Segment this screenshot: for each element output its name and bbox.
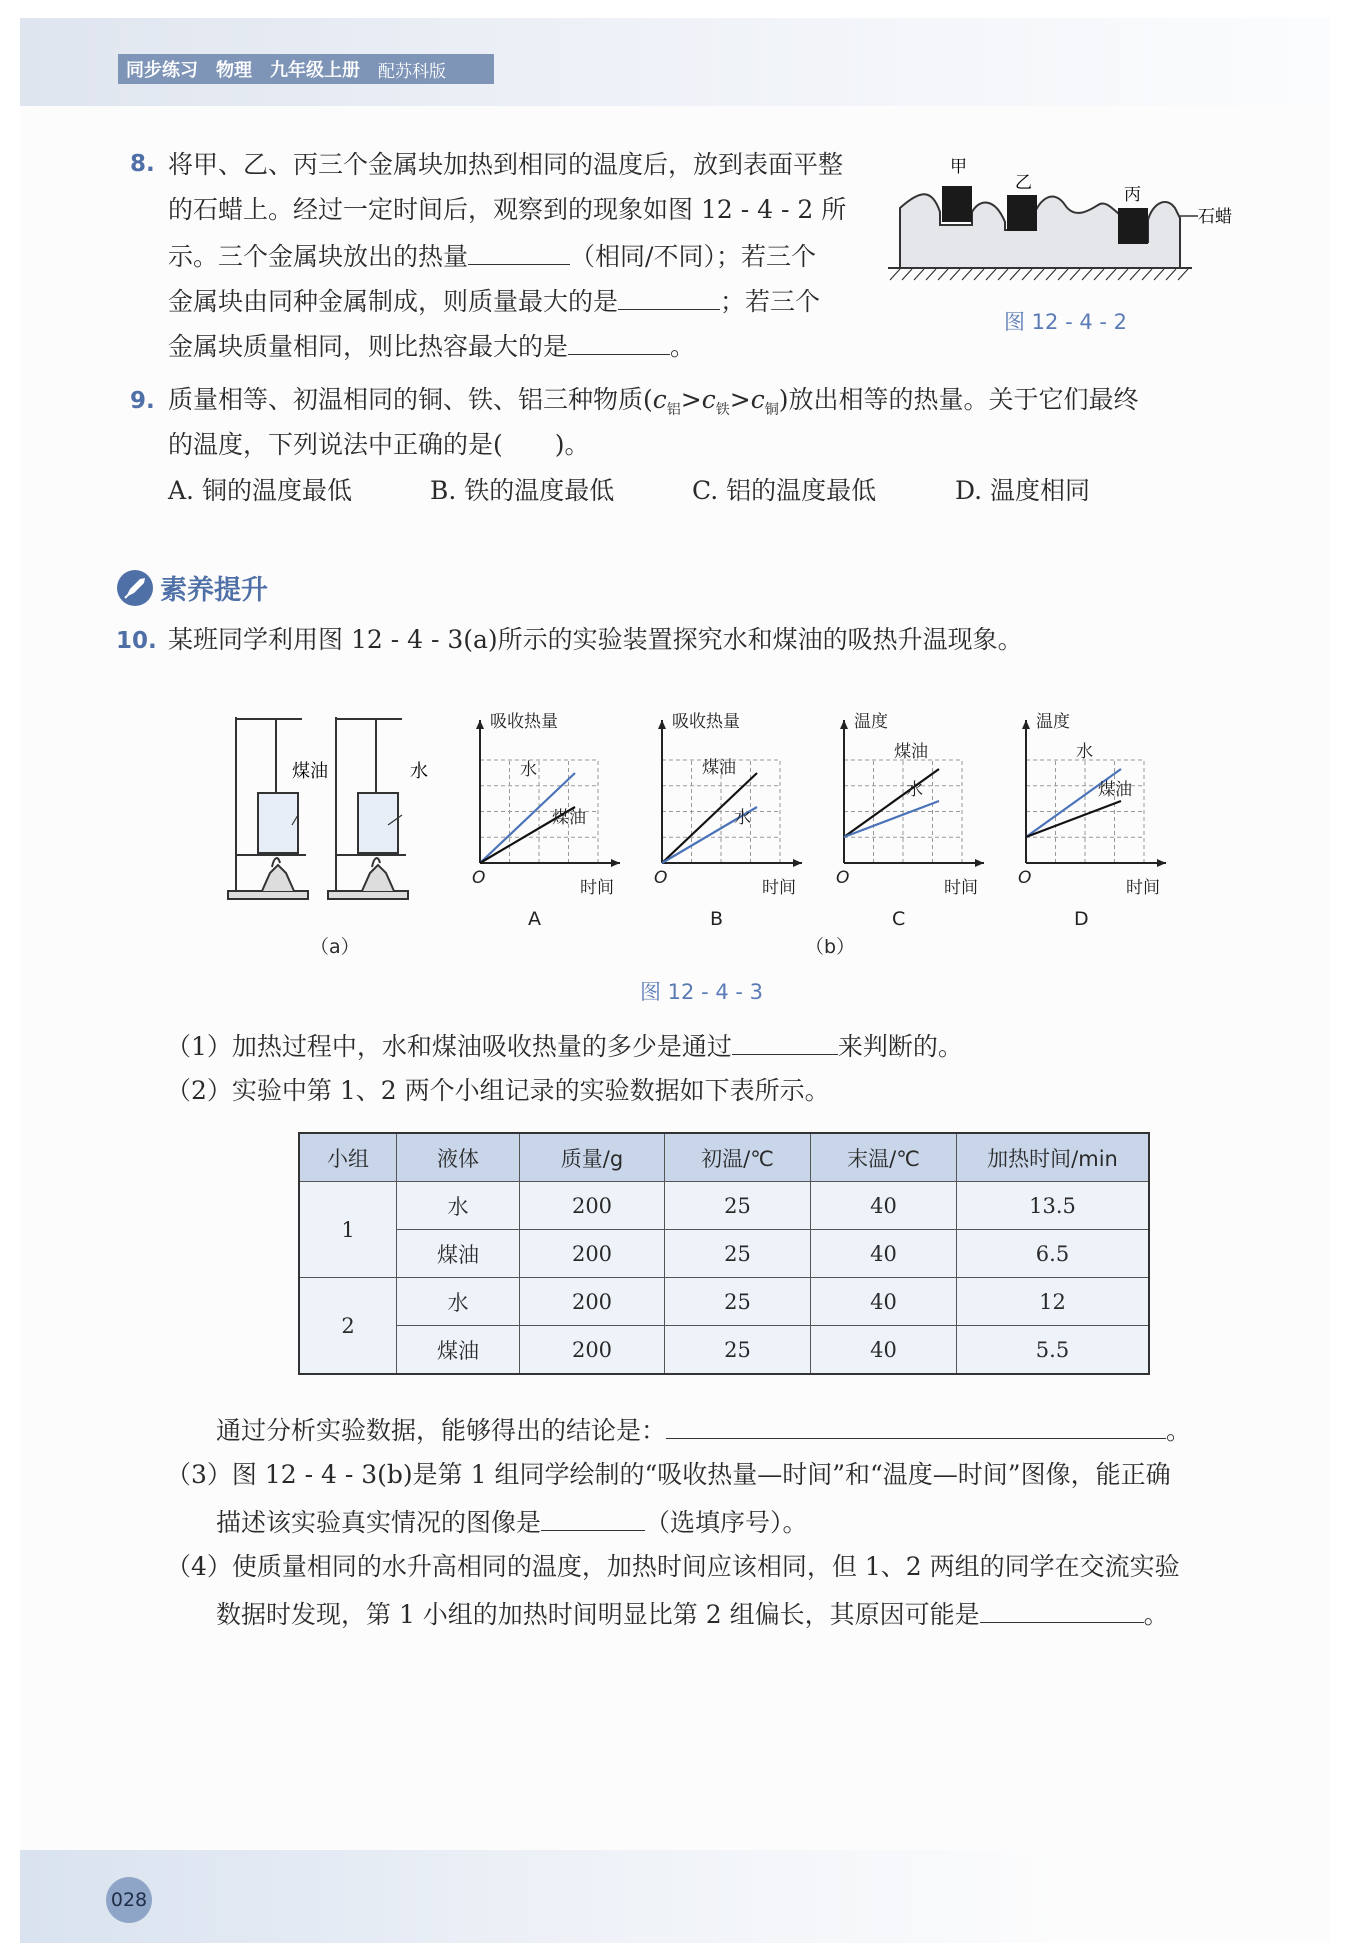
header-item: 九年级上册	[270, 60, 360, 81]
q8-line	[168, 285, 820, 317]
subscript: 铝	[666, 402, 681, 418]
table-cell-group: 1	[299, 1182, 397, 1278]
series-label: 煤油	[702, 758, 736, 778]
q9-option: D. 温度相同	[955, 476, 1091, 505]
q9-line	[168, 385, 1138, 425]
table-cell: 40	[811, 1326, 957, 1375]
table-row	[299, 1326, 1149, 1375]
y-arrow	[658, 720, 666, 729]
answer-blank[interactable]	[618, 285, 720, 310]
q9-option: B. 铁的温度最低	[430, 476, 615, 505]
table-cell: 200	[520, 1182, 665, 1230]
header-edition: 配苏科版	[378, 61, 446, 82]
x-arrow	[975, 859, 984, 867]
subscript: 铁	[715, 402, 730, 418]
x-arrow	[611, 859, 620, 867]
y-axis-label: 温度	[854, 712, 888, 732]
greater-than: >	[680, 385, 702, 414]
q9-text: )。	[554, 430, 590, 459]
page-number: 028	[106, 1877, 152, 1923]
series-label: 煤油	[552, 808, 586, 828]
q10-stem: 某班同学利用图 12 - 4 - 3(a)所示的实验装置探究水和煤油的吸热升温现象。	[168, 625, 1023, 654]
graphs-figure	[455, 700, 1195, 930]
series-label: 煤油	[894, 742, 928, 762]
q9-text: 的温度，下列说法中正确的是(	[168, 430, 503, 459]
section-title: 素养提升	[160, 575, 268, 606]
origin-label: O	[654, 868, 668, 888]
q10-text: 描述该实验真实情况的图像是	[216, 1508, 542, 1537]
q8-text: 。	[670, 332, 696, 361]
table-header-row	[299, 1133, 1149, 1182]
section-header	[116, 568, 268, 607]
q9-text: 质量相等、初温相同的铜、铁、铝三种物质(	[168, 385, 653, 414]
series-label: 水	[906, 780, 923, 800]
table-cell: 40	[811, 1278, 957, 1326]
table-header: 末温/℃	[811, 1133, 957, 1182]
table-cell: 煤油	[397, 1326, 520, 1375]
table-row	[299, 1230, 1149, 1278]
q10-text: （选填序号）。	[645, 1508, 808, 1537]
series-line-煤油	[844, 769, 939, 837]
table-cell: 煤油	[397, 1230, 520, 1278]
q10-number: 10.	[116, 628, 157, 654]
q8-text: ；若三个	[720, 287, 821, 316]
q10-text: （1）加热过程中，水和煤油吸收热量的多少是通过	[166, 1032, 732, 1061]
label-bing: 丙	[1124, 185, 1141, 205]
table-row	[299, 1182, 1149, 1230]
symbol-c: c	[750, 385, 765, 414]
table-cell: 25	[665, 1326, 811, 1375]
origin-label: O	[836, 868, 850, 888]
series-line-煤油	[1026, 801, 1121, 837]
graph-letter: A	[528, 908, 541, 930]
label-kerosene: 煤油	[292, 761, 328, 782]
q8-text: （相同/不同）；若三个	[570, 242, 816, 271]
table-cell: 200	[520, 1278, 665, 1326]
answer-blank[interactable]	[732, 1030, 838, 1055]
table-cell: 6.5	[957, 1230, 1150, 1278]
graph-letter: C	[892, 908, 906, 930]
q10-part4	[216, 1598, 1169, 1630]
label-water: 水	[410, 761, 428, 782]
x-axis-label: 时间	[762, 878, 796, 898]
footer-band	[20, 1850, 1330, 1943]
table-cell: 25	[665, 1182, 811, 1230]
label-jia: 甲	[950, 157, 967, 177]
table-cell: 200	[520, 1326, 665, 1375]
table-header: 初温/℃	[665, 1133, 811, 1182]
table-cell: 40	[811, 1182, 957, 1230]
table-cell: 12	[957, 1278, 1150, 1326]
q10-part2: （2）实验中第 1、2 两个小组记录的实验数据如下表所示。	[166, 1076, 830, 1105]
table-header: 小组	[299, 1133, 397, 1182]
origin-label: O	[1018, 868, 1032, 888]
x-arrow	[1157, 859, 1166, 867]
figure-caption: 图 12 - 4 - 3	[640, 980, 763, 1004]
table-cell: 水	[397, 1278, 520, 1326]
y-arrow	[840, 720, 848, 729]
figure-caption: 图 12 - 4 - 2	[1004, 310, 1127, 334]
series-label: 水	[520, 760, 537, 780]
x-arrow	[793, 859, 802, 867]
y-arrow	[1022, 720, 1030, 729]
q8-number: 8.	[130, 151, 155, 177]
table-cell-group: 2	[299, 1278, 397, 1375]
answer-blank[interactable]	[666, 1414, 1166, 1439]
book-header	[118, 54, 494, 84]
block-bing	[1118, 208, 1148, 244]
answer-blank[interactable]	[541, 1506, 645, 1531]
series-label: 水	[1076, 742, 1093, 762]
q10-text: 通过分析实验数据，能够得出的结论是：	[216, 1416, 667, 1445]
q8-text: 金属块质量相同，则比热容最大的是	[168, 332, 569, 361]
origin-label: O	[472, 868, 486, 888]
subscript: 铜	[764, 402, 779, 418]
series-label: 水	[734, 808, 751, 828]
label-yi: 乙	[1015, 173, 1032, 193]
series-label: 煤油	[1098, 780, 1132, 800]
symbol-c: c	[652, 385, 667, 414]
rocket-icon	[116, 569, 154, 607]
q8-line: 的石蜡上。经过一定时间后，观察到的现象如图 12 - 4 - 2 所	[168, 195, 847, 224]
q10-part3	[216, 1506, 808, 1538]
table-header: 质量/g	[520, 1133, 665, 1182]
q10-text: 数据时发现，第 1 小组的加热时间明显比第 2 组偏长，其原因可能是	[216, 1600, 980, 1629]
header-item: 同步练习	[126, 60, 198, 81]
table-cell: 25	[665, 1230, 811, 1278]
q10-part1	[166, 1030, 963, 1062]
q10-part3: （3）图 12 - 4 - 3(b)是第 1 组同学绘制的“吸收热量—时间”和“温度—时间”图像，能正确	[166, 1460, 1171, 1489]
answer-blank[interactable]	[980, 1598, 1144, 1623]
block-yi	[1007, 195, 1037, 231]
answer-blank[interactable]	[568, 330, 670, 355]
table-cell: 13.5	[957, 1182, 1150, 1230]
x-axis-label: 时间	[580, 878, 614, 898]
table-header: 液体	[397, 1133, 520, 1182]
q10-part4: （4）使质量相同的水升高相同的温度，加热时间应该相同，但 1、2 两组的同学在交流实验	[166, 1552, 1180, 1581]
q8-line: 将甲、乙、丙三个金属块加热到相同的温度后，放到表面平整	[168, 150, 844, 179]
q8-line	[168, 240, 816, 272]
table-cell: 25	[665, 1278, 811, 1326]
series-line-水	[844, 801, 939, 837]
table-row	[299, 1278, 1149, 1326]
x-axis-label: 时间	[1126, 878, 1160, 898]
q10-text: 来判断的。	[837, 1032, 963, 1061]
q10-text: 。	[1166, 1416, 1192, 1445]
q9-line	[168, 430, 590, 460]
q9-option: A. 铜的温度最低	[168, 476, 352, 505]
table-cell: 200	[520, 1230, 665, 1278]
x-axis-label: 时间	[944, 878, 978, 898]
y-axis-label: 吸收热量	[490, 712, 558, 732]
q10-conclusion	[216, 1414, 1191, 1446]
header-item: 物理	[216, 60, 252, 81]
table-cell: 40	[811, 1230, 957, 1278]
y-axis-label: 温度	[1036, 712, 1070, 732]
q9-number: 9.	[130, 388, 155, 414]
table-header: 加热时间/min	[957, 1133, 1150, 1182]
ground-hatch	[890, 269, 1188, 280]
subfigure-a-label: （a）	[310, 936, 360, 958]
table-cell: 5.5	[957, 1326, 1150, 1375]
q8-text: 金属块由同种金属制成，则质量最大的是	[168, 287, 619, 316]
greater-than: >	[729, 385, 751, 414]
q10-text: 。	[1143, 1600, 1169, 1629]
apparatus-figure	[220, 705, 430, 905]
q8-text: 示。三个金属块放出的热量	[168, 242, 469, 271]
table-cell: 水	[397, 1182, 520, 1230]
y-axis-label: 吸收热量	[672, 712, 740, 732]
answer-blank[interactable]	[468, 240, 570, 265]
q9-text: )放出相等的热量。关于它们最终	[778, 385, 1139, 414]
symbol-c: c	[701, 385, 716, 414]
q9-option: C. 铝的温度最低	[692, 476, 877, 505]
q8-line	[168, 330, 695, 362]
data-table	[298, 1132, 1150, 1375]
subfigure-b-label: （b）	[805, 936, 856, 958]
y-arrow	[476, 720, 484, 729]
label-wax: 石蜡	[1198, 207, 1232, 227]
graph-letter: B	[710, 908, 724, 930]
graph-letter: D	[1074, 908, 1089, 930]
block-jia	[942, 186, 972, 222]
